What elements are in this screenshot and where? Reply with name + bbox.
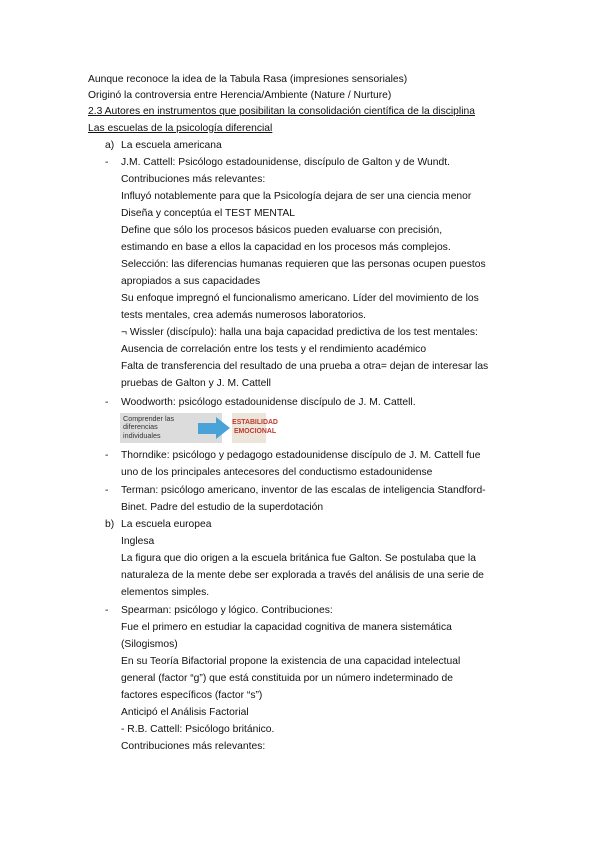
list-marker: - bbox=[105, 605, 109, 616]
text-line: Selección: las diferencias humanas requieren que las personas ocupen puestos bbox=[121, 259, 486, 270]
diagram-right-label bbox=[232, 418, 278, 436]
text-line: Thorndike: psicólogo y pedagogo estadounidense discípulo de J. M. Cattell fue bbox=[121, 450, 481, 461]
text-line: Ausencia de correlación entre los tests y el rendimiento académico bbox=[121, 344, 427, 355]
text-line: Binet. Padre del estudio de la superdotación bbox=[121, 502, 324, 513]
text-line: Contribuciones más relevantes: bbox=[121, 741, 266, 752]
arrow-head-icon bbox=[216, 417, 230, 439]
text-line: apropiados a sus capacidades bbox=[121, 276, 261, 287]
text-line: Originó la controversia entre Herencia/Ambiente (Nature / Nurture) bbox=[88, 90, 392, 101]
text-line: uno de los principales antecesores del conductismo estadounidense bbox=[121, 467, 433, 478]
text-line: elementos simples. bbox=[121, 587, 210, 598]
text-line: general (factor “g”) que está constituida por un número indeterminado de bbox=[121, 673, 453, 684]
list-marker: - bbox=[105, 485, 109, 496]
text-line: estimando en base a ellos la capacidad en los procesos más complejos. bbox=[121, 242, 451, 253]
text-line: Anticipó el Análisis Factorial bbox=[121, 707, 249, 718]
text-line: Fue el primero en estudiar la capacidad cognitiva de manera sistemática bbox=[121, 622, 452, 633]
list-item-title: La escuela europea bbox=[121, 519, 212, 530]
text-line: Woodworth: psicólogo estadounidense discípulo de J. M. Cattell. bbox=[121, 397, 416, 408]
text-line: En su Teoría Bifactorial propone la existencia de una capacidad intelectual bbox=[121, 656, 461, 667]
text-line: La figura que dio origen a la escuela británica fue Galton. Se postulaba que la bbox=[121, 553, 476, 564]
text-line: (Silogismos) bbox=[121, 639, 178, 650]
text-line: factores específicos (factor “s”) bbox=[121, 690, 263, 701]
diagram-right-label-text: ESTABILIDAD EMOCIONAL bbox=[232, 419, 278, 435]
subsection-heading: Las escuelas de la psicología diferencial bbox=[88, 123, 273, 134]
text-line: Define que sólo los procesos básicos pueden evaluarse con precisión, bbox=[121, 225, 443, 236]
list-marker: - bbox=[105, 450, 109, 461]
list-item-title: La escuela americana bbox=[121, 140, 222, 151]
text-line: naturaleza de la mente debe ser explorada a través del análisis de una serie de bbox=[121, 570, 484, 581]
diagram-left-label: Comprender las diferencias individuales bbox=[123, 414, 175, 440]
text-line: Aunque reconoce la idea de la Tabula Rasa (impresiones sensoriales) bbox=[88, 74, 408, 85]
text-line: Diseña y conceptúa el TEST MENTAL bbox=[121, 208, 295, 219]
text-line: ¬ Wissler (discípulo): halla una baja capacidad predictiva de los test mentales: bbox=[121, 327, 478, 338]
text-line: Terman: psicólogo americano, inventor de las escalas de inteligencia Standford- bbox=[121, 485, 486, 496]
text-line: J.M. Cattell: Psicólogo estadounidense, discípulo de Galton y de Wundt. bbox=[121, 157, 450, 168]
text-line: Spearman: psicólogo y lógico. Contribuciones: bbox=[121, 605, 333, 616]
text-line: Influyó notablemente para que la Psicología dejara de ser una ciencia menor bbox=[121, 191, 472, 202]
text-line: Falta de transferencia del resultado de una prueba a otra= dejan de interesar las bbox=[121, 361, 489, 372]
section-heading: 2.3 Autores en instrumentos que posibilitan la consolidación científica de la disciplina bbox=[88, 106, 475, 117]
concept-diagram bbox=[120, 413, 278, 443]
arrow-right-icon bbox=[198, 423, 218, 434]
text-line: pruebas de Galton y J. M. Cattell bbox=[121, 378, 271, 389]
text-line: tests mentales, crea además numerosos laboratorios. bbox=[121, 310, 366, 321]
text-line: Contribuciones más relevantes: bbox=[121, 174, 266, 185]
list-marker: b) bbox=[105, 519, 115, 530]
list-marker: - bbox=[105, 397, 109, 408]
text-line: - R.B. Cattell: Psicólogo británico. bbox=[121, 724, 275, 735]
list-marker: - bbox=[105, 157, 109, 168]
text-line: Su enfoque impregnó el funcionalismo americano. Líder del movimiento de los bbox=[121, 293, 479, 304]
text-line: Inglesa bbox=[121, 536, 155, 547]
list-marker: a) bbox=[105, 140, 115, 151]
